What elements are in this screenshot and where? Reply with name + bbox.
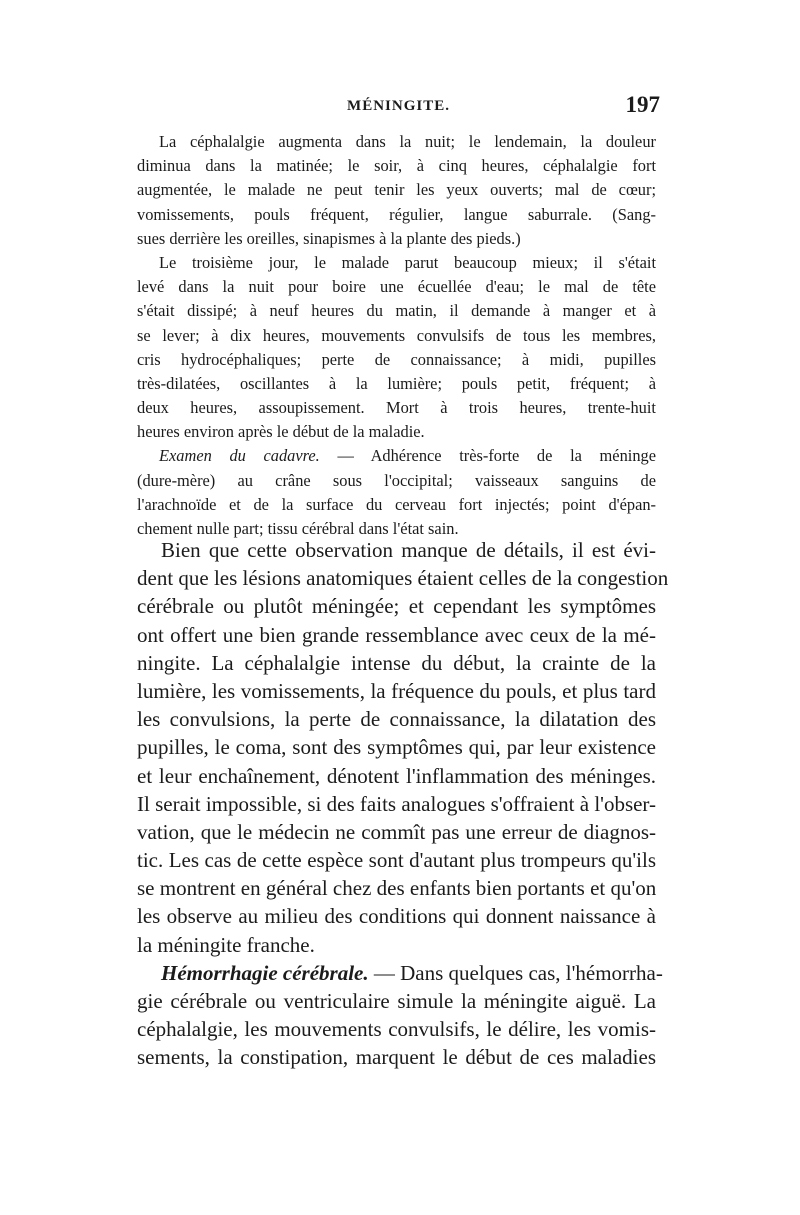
text-line: la méningite franche.: [137, 932, 315, 957]
text-line: Il serait impossible, si des faits analogues s'offraient à l'obser-: [137, 791, 656, 816]
text-line: ont offert une bien grande ressemblance avec ceux de la mé-: [137, 622, 656, 647]
text-line: pupilles, le coma, sont des symptômes qui, par leur existence: [137, 735, 656, 760]
text-run: — Dans quelques cas, l'hémorrha-: [373, 960, 663, 985]
text-line: tic. Les cas de cette espèce sont d'autant plus trompeurs qu'ils: [137, 848, 656, 873]
case-report: [137, 130, 656, 541]
text-line: se lever; à dix heures, mouvements convulsifs de tous les membres,: [137, 325, 656, 345]
text-line: diminua dans la matinée; le soir, à cinq heures, céphalalgie fort: [137, 156, 656, 176]
text-line: vomissements, pouls fréquent, régulier, langue saburrale. (Sang-: [137, 204, 656, 224]
text-line: Bien que cette observation manque de détails, il est évi-: [161, 538, 656, 562]
page-number: 197: [625, 92, 660, 117]
text-line: Le troisième jour, le malade parut beaucoup mieux; il s'était: [159, 252, 656, 272]
text-line: deux heures, assoupissement. Mort à trois heures, trente-huit: [137, 398, 656, 418]
section-label: Hémorrhagie cérébrale.: [161, 960, 369, 985]
text-line: (dure-mère) au crâne sous l'occipital; vaisseaux sanguins de: [137, 470, 656, 490]
commentary: [137, 536, 669, 1072]
text-line: dent que les lésions anatomiques étaient celles de la congestion: [137, 566, 669, 591]
text-line: céphalalgie, les mouvements convulsifs, le délire, les vomis-: [137, 1017, 656, 1042]
text-line: augmentée, le malade ne peut tenir les yeux ouverts; mal de cœur;: [137, 180, 656, 200]
text-line: très-dilatées, oscillantes à la lumière; pouls petit, fréquent; à: [137, 373, 656, 393]
text-line: vation, que le médecin ne commît pas une erreur de diagnos-: [137, 819, 656, 844]
text-line: se montrent en général chez des enfants bien portants et qu'on: [137, 876, 657, 901]
text-line: et leur enchaînement, dénotent l'inflammation des méninges.: [137, 763, 656, 788]
text-line: lumière, les vomissements, la fréquence du pouls, et plus tard: [137, 678, 656, 703]
text-line: cérébrale ou plutôt méningée; et cependant les symptômes: [137, 594, 656, 619]
text-line: s'était dissipé; à neuf heures du matin, il demande à manger et à: [137, 301, 656, 321]
running-title: MÉNINGITE.: [347, 98, 450, 114]
text-line: les convulsions, la perte de connaissance, la dilatation des: [137, 707, 656, 732]
text-line: cris hydrocéphaliques; perte de connaissance; à midi, pupilles: [137, 349, 656, 369]
text-line: sements, la constipation, marquent le début de ces maladies: [137, 1045, 656, 1070]
text-run: — Adhérence très-forte de la méninge: [337, 446, 656, 466]
section-label: Examen du cadavre.: [159, 446, 320, 466]
text-line: les observe au milieu des conditions qui donnent naissance à: [137, 904, 656, 929]
text-line: [137, 959, 663, 987]
page-header: [137, 92, 660, 126]
text-line: gie cérébrale ou ventriculaire simule la méningite aiguë. La: [137, 989, 656, 1013]
text-line: levé dans la nuit pour boire une écuellée d'eau; le mal de tête: [137, 277, 656, 297]
text-line: La céphalalgie augmenta dans la nuit; le lendemain, la douleur: [159, 132, 656, 151]
text-line: l'arachnoïde et de la surface du cerveau fort injectés; point d'épan-: [137, 494, 656, 514]
text-line: ningite. La céphalalgie intense du début, la crainte de la: [137, 650, 656, 675]
text-line: [137, 444, 656, 468]
text-line: sues derrière les oreilles, sinapismes à la plante des pieds.): [137, 228, 521, 248]
text-line: chement nulle part; tissu cérébral dans l'état sain.: [137, 519, 459, 538]
text-line: heures environ après le début de la maladie.: [137, 422, 425, 442]
